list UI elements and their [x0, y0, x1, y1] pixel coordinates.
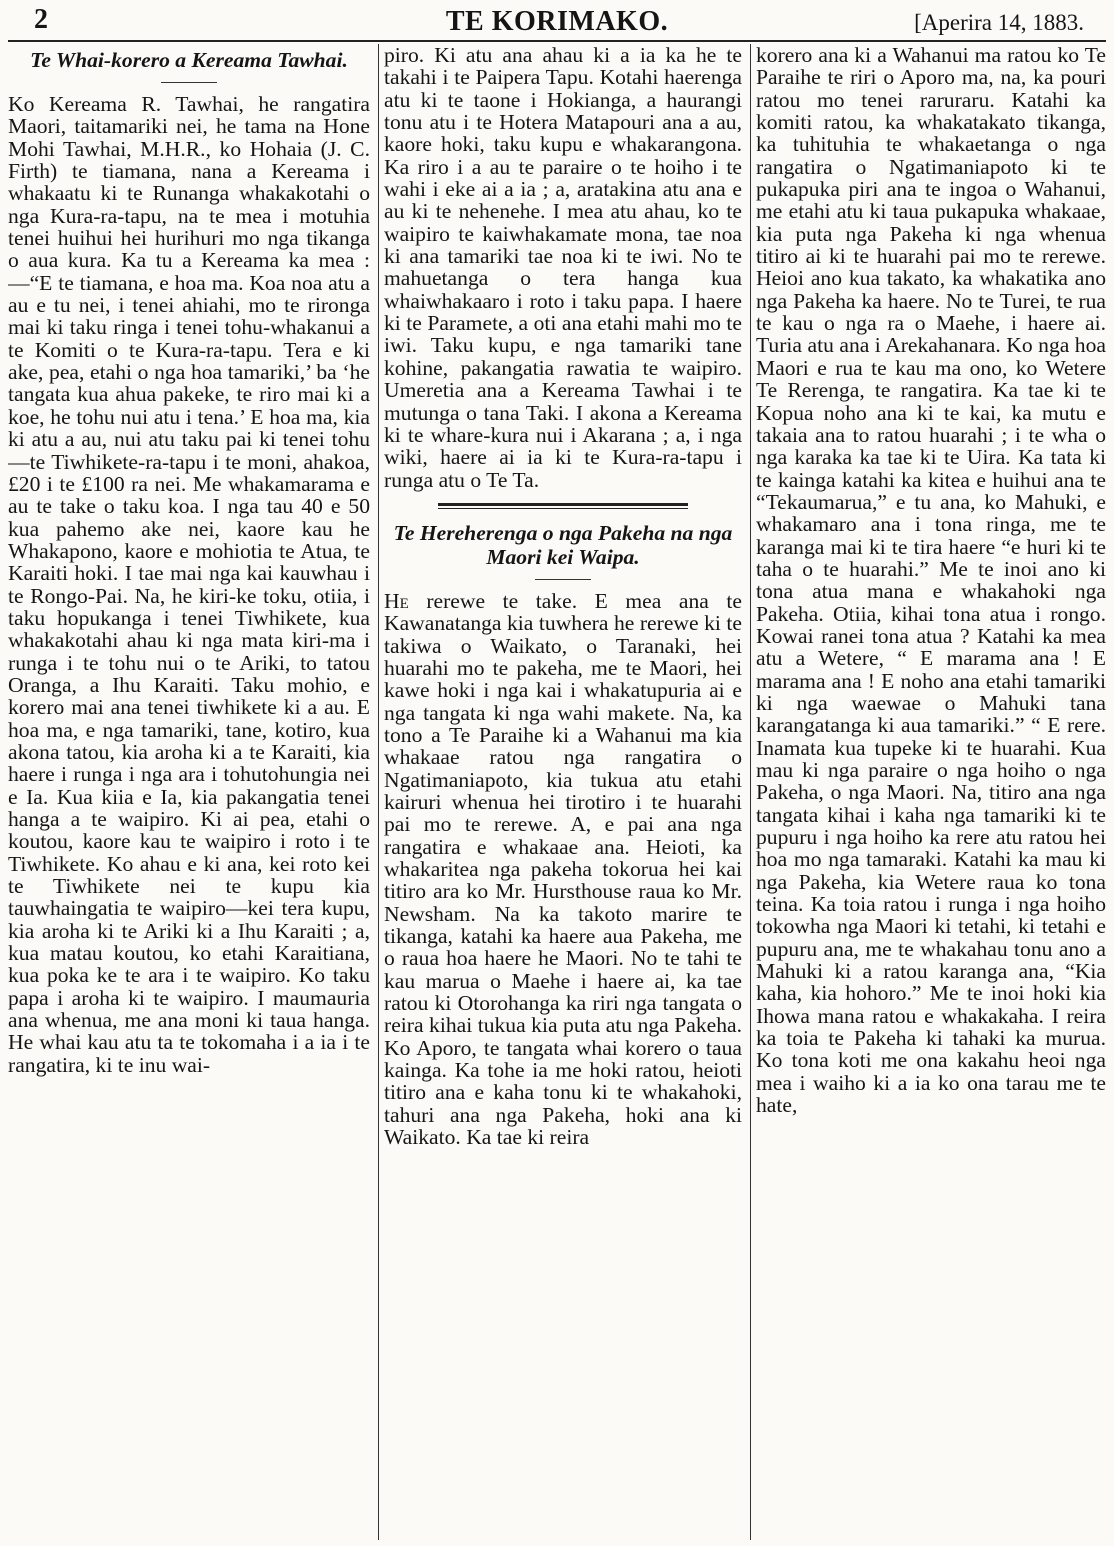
column-divider — [378, 44, 379, 1540]
article-continuation-tawhai: piro. Ki atu ana ahau ki a ia ka he te takahi i te Paipera Tapu. Kotahi haerenga atu ki te taone i Hokianga, a haurangi tonu atu i te Hotera Matapouri ana a au, kaore hoki, taku kupu e whakarangona. Ka riro i a au te paraire o te hoiho i te wahi i eke ai a ia ; a, aratakina atu ana e au ki te nehenehe. I mea atu ahau, ko te waipiro te kaiwhakamate mona, tae noa ki ana tamariki tae noa ki te iwi. No te mahuetanga o tera hanga kua whaiwhakaaro i roto i taku papa. I haere ki te Paramete, a oti ana etahi mahi mo te iwi. Taku kupu, e nga tamariki tane kohine, pakangatia rawatia te waipiro. Umeretia ana a Kereama Tawhai i te mutunga o tana Taki. I akona a Kereama ki te whare-kura nui i Akarana ; a, i nga wiki, haere ai ia ki te Kura-ra-tapu i runga atu o Te Ta. — [384, 44, 742, 492]
article-body-hereherenga-text: rerewe te take. E mea ana te Kawanatanga kia tuwhera he rerewe ki te takiwa o Waikato, o Taranaki, hei huarahi mo te pakeha, me te Maori, hei kawe hoki i nga kai i whakatupuria ai e nga tangata ki nga wahi makete. Na, ka tono a Te Paraihe ki a Wahanui ma kia whakaae ratou nga rangatira o Ngatimaniapoto, kia tukua atu etahi kairuri whenua hei tirotiro i te huarahi pai mo te rerewe. A, e pai ana nga rangatira e whakaae ana. Heioti, ka whakaritea nga pakeha tokorua hei kai titiro ara ko Mr. Hursthouse raua ko Mr. Newsham. Na ka takoto marire te tikanga, katahi ka haere aua Pakeha, me o raua hoa haere he Maori. No te tahi te kau marua o Maehe i haere ai, ka tae ratou ki Otorohanga ka riri nga tangata o reira kihai tukua kia puta atu nga Pakeha. Ko Aporo, te tangata whai korero o taua kainga. Ka tohe ia me hoki ratou, heioti titiro ana e kaha tonu ki te whakahoki, tahuri ana nga Pakeha, hoki ana ki Waikato. Ka tae ki reira — [384, 588, 742, 1150]
opening-word: He — [384, 588, 409, 613]
article-body-hereherenga — [384, 590, 742, 1149]
issue-date: [Aperira 14, 1883. — [914, 10, 1084, 35]
column-divider — [750, 44, 751, 1540]
column-1 — [8, 44, 370, 1540]
column-container — [8, 44, 1106, 1540]
heading-rule — [161, 82, 217, 83]
masthead — [8, 4, 1106, 42]
article-heading-hereherenga: Te Hereherenga o nga Pakeha na nga Maori kei Waipa. — [393, 520, 733, 569]
page-number: 2 — [34, 4, 48, 35]
heading-rule — [535, 579, 591, 580]
article-body-tawhai: Ko Kereama R. Tawhai, he rangatira Maori, taitamariki nei, he tama na Hone Mohi Tawhai, M.H.R., ko Hohaia (J. C. Firth) te tiamana, nana a Kereama i whakaatu ki te Runanga whakakotahi o nga Kura-ra-tapu, na te mea i motuhia tenei huihui hei hurihuri mo nga tikanga o aua kura. Ka tu a Kereama ka mea :—“E te tiamana, e hoa ma. Koa noa atu a au e tu nei, i tenei ahiahi, mo te rironga mai ki taku ringa i tenei tohu-whakanui a te Komiti o te Kura-ra-tapu. Tera e ki ake, pea, etahi o nga hoa tamariki,’ ba ‘he tangata kua ahua pakeke, te riro mai ki a koe, he tohu nui atu i tena.’ E hoa ma, kia ki atu a au, nui atu taku pai ki tenei tohu—te Tiwhikete-ra-tapu i te moni, ahakoa, £20 i te £100 ra nei. Me whakamarama e au te take o taku koa. I nga tau 40 e 50 kua pahemo ake nei, kaore kau he Whakapono, kaore e mohiotia te Atua, te Karaiti hoki. I tae mai nga kai kauwhau i te Rongo-Pai. Na, he kiri-ke toku, otiia, i taku hopukanga i tenei Tiwhikete, kua whakakotahi ahau ki nga mata kiri-ma i runga i te tohu nui o te Ariki, to tatou Oranga, a Ihu Karaiti. Taku mohio, e korero mai ana tenei tiwhikete ki a au. E hoa ma, e nga tamariki, tane, kotiro, kua akona tatou, kia aroha ki a te Karaiti, kia haere i runga i nga ara i tohutohungia nei e Ia. Kua kiia e Ia, kia pakangatia tenei hanga a te waipiro. Ki ai pea, etahi o koutou, kaore kau te waipiro i roto i te Tiwhikete. Ko ahau e ki ana, kei roto kei te Tiwhikete nei te kupu kia tauwhaingatia te waipiro—kei tera kupu, kia aroha ki te Ariki ki a Ihu Karaiti ; a, kua matau koutou, ko etahi Karaitiana, kua poka ke te ara i te waipiro. Ko taku papa i aroha ki te waipiro. I maumauria ana whenua, me ana moni ki taua hanga. He whai kau atu ta te tokomaha i a ia i te rangatira, ki te inu wai- — [8, 92, 370, 1077]
newspaper-title: TE KORIMAKO. — [445, 6, 669, 37]
article-continuation-hereherenga: korero ana ki a Wahanui ma ratou ko Te Paraihe te riri o Aporo ma, na, ka pouri ratou mo tenei raruraru. Katahi ka komiti ratou, ka whakatakato tikanga, ka tuhituhia te whakaetanga o nga rangatira o Ngatimaniapoto ki te pukapuka piri ana te ingoa o Wahanui, me etahi atu ki taua pukapuka whakaae, kia puta nga Pakeha ki nga whenua titiro ai ki te huarahi pai mo te rerewe. Heioi ano kua takato, ka whakatika ano nga Pakeha ka haere. No te Turei, te rua te kau o nga ra o Maehe, i haere ai. Turia atu ana i Arekahanara. Ko nga hoa Maori e rua te kau ma ono, ko Wetere Te Rerenga, te rangatira. Ka tae ki te Kopua noho ana ki te kai, ka mutu e takaia ana to ratou huarahi ; i te wha o nga karaka ka tae ki te Uira. Ka tata ki te kainga katahi ka kitea e huihui ana te “Tekaumarua,” e tu ana, ko Mahuki, e whakamaro ana i tona ringa, me te karanga mai ki te tira haere “e huri ki te taha o te huarahi.” Me te inoi ano ki tona atua mana e whakahoki nga Pakeha. Otiia, kihai tona atua i rongo. Kowai ranei tona atua ? Katahi ka mea atu a Wetere, “ E marama ana ! E marama ana ! E noho ana etahi tamariki ki nga waewae o Mahuki tana karangatanga ki aua tamariki.” “ E rere. Inamata kua tupeke ki te huarahi. Kua mau ki nga paraire o nga hoiho o nga Pakeha, o nga Maori. Na, titiro ana nga tangata kihai i kaha nga tamariki ki te pupuru i nga hoiho ka rere atu ratou hei hoa mo nga tamaraki. Katahi ka mau ki nga Pakeha, kia Wetere raua ko tona teina. Ka toia ratou i runga i nga hoiho tokowha nga Maori ki tetahi, ki tetahi e pupuru ana, me te whakahau tonu ano a Mahuki ki a ratou karanga ana, “Kia kaha, kia hohoro.” Me te inoi hoki kia Ihowa mana ratou e whakakaha. I reira ka toia te Pakeha ki tahaki ka murua. Ko tona koti me ona kakahu heoi nga mea i waiho ki a ia ko ona tarau me te hate, — [756, 44, 1106, 1118]
article-heading-tawhai: Te Whai-korero a Kereama Tawhai. — [30, 48, 348, 72]
column-2 — [384, 44, 742, 1540]
article-separator — [438, 503, 688, 509]
column-3 — [756, 44, 1106, 1540]
